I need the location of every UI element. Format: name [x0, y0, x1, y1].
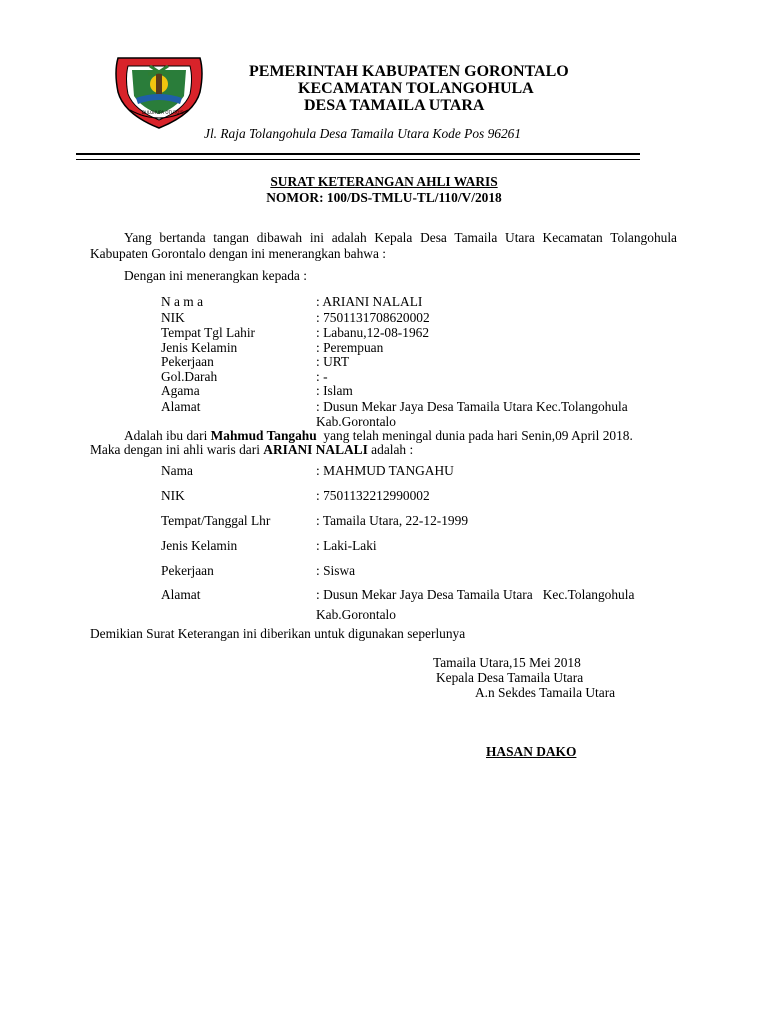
letterhead-address: Jl. Raja Tolangohula Desa Tamaila Utara Kode Pos 96261 [204, 126, 522, 141]
letterhead-line-village: DESA TAMAILA UTARA [304, 97, 485, 114]
person2-value: : 7501132212990002 [316, 488, 430, 503]
person2-value: : Dusun Mekar Jaya Desa Tamaila Utara Kec.Tolangohula [316, 587, 635, 602]
person2-label: NIK [161, 488, 185, 503]
person1-value: : URT [316, 354, 350, 369]
person1-value: : - [316, 369, 328, 384]
relation-text: Adalah ibu dari [124, 428, 211, 443]
person1-value: : ARIANI NALALI [316, 294, 423, 309]
person2-label: Pekerjaan [161, 563, 214, 578]
letterhead-rule-thick [76, 153, 640, 155]
person1-value: : Dusun Mekar Jaya Desa Tamaila Utara Kec.Tolangohula [316, 399, 628, 414]
intro-paragraph: Yang bertanda tangan dibawah ini adalah Kepala Desa Tamaila Utara Kecamatan Tolangohula Kabupaten Gorontalo dengan ini menerangkan bahwa : [90, 230, 677, 261]
signature-position: Kepala Desa Tamaila Utara [436, 670, 584, 685]
relation-text: Maka dengan ini ahli waris dari [90, 442, 264, 457]
closing-statement: Demikian Surat Keterangan ini diberikan untuk digunakan seperlunya [90, 626, 466, 641]
letterhead-line-government: PEMERINTAH KABUPATEN GORONTALO [249, 63, 569, 80]
deceased-name: Mahmud Tangahu [210, 428, 317, 443]
declare-line: Dengan ini menerangkan kepada : [124, 268, 307, 283]
logo-motto: DULOHUPA OTUTO'O [142, 110, 184, 115]
person1-label: N a m a [161, 294, 204, 309]
person1-value-continued: Kab.Gorontalo [316, 414, 396, 429]
person1-value: : Perempuan [316, 340, 384, 355]
regency-emblem-logo [110, 52, 208, 130]
person2-label: Tempat/Tanggal Lhr [161, 513, 271, 528]
person1-label: Jenis Kelamin [161, 340, 238, 355]
letterhead-rule-thin [76, 159, 640, 160]
person2-label: Alamat [161, 587, 201, 602]
relation-text: adalah : [367, 442, 414, 457]
person2-label: Nama [161, 463, 193, 478]
person1-label: Tempat Tgl Lahir [161, 325, 256, 340]
person1-value: : 7501131708620002 [316, 310, 430, 325]
person1-label: Gol.Darah [161, 369, 218, 384]
person1-label: Alamat [161, 399, 201, 414]
person1-label: Agama [161, 383, 200, 398]
relation-text: yang telah meningal dunia pada hari Senin,09 April 2018. [316, 428, 633, 443]
person1-label: Pekerjaan [161, 354, 214, 369]
person2-value-continued: Kab.Gorontalo [316, 607, 396, 622]
document-title: SURAT KETERANGAN AHLI WARIS [270, 174, 498, 189]
person2-value: : Siswa [316, 563, 356, 578]
document-number: NOMOR: 100/DS-TMLU-TL/110/V/2018 [266, 190, 502, 205]
letterhead-line-district: KECAMATAN TOLANGOHULA [298, 80, 534, 97]
person2-value: : Laki-Laki [316, 538, 377, 553]
signature-place-date: Tamaila Utara,15 Mei 2018 [433, 655, 581, 670]
person2-value: : Tamaila Utara, 22-12-1999 [316, 513, 469, 528]
person1-value: : Labanu,12-08-1962 [316, 325, 430, 340]
person1-label: NIK [161, 310, 185, 325]
relation-line-2 [90, 442, 413, 458]
person1-value: : Islam [316, 383, 353, 398]
person2-label: Jenis Kelamin [161, 538, 238, 553]
signatory-name: HASAN DAKO [486, 744, 577, 759]
signature-on-behalf: A.n Sekdes Tamaila Utara [475, 685, 616, 700]
person2-value: : MAHMUD TANGAHU [316, 463, 454, 478]
heir-source-name: ARIANI NALALI [263, 442, 368, 457]
